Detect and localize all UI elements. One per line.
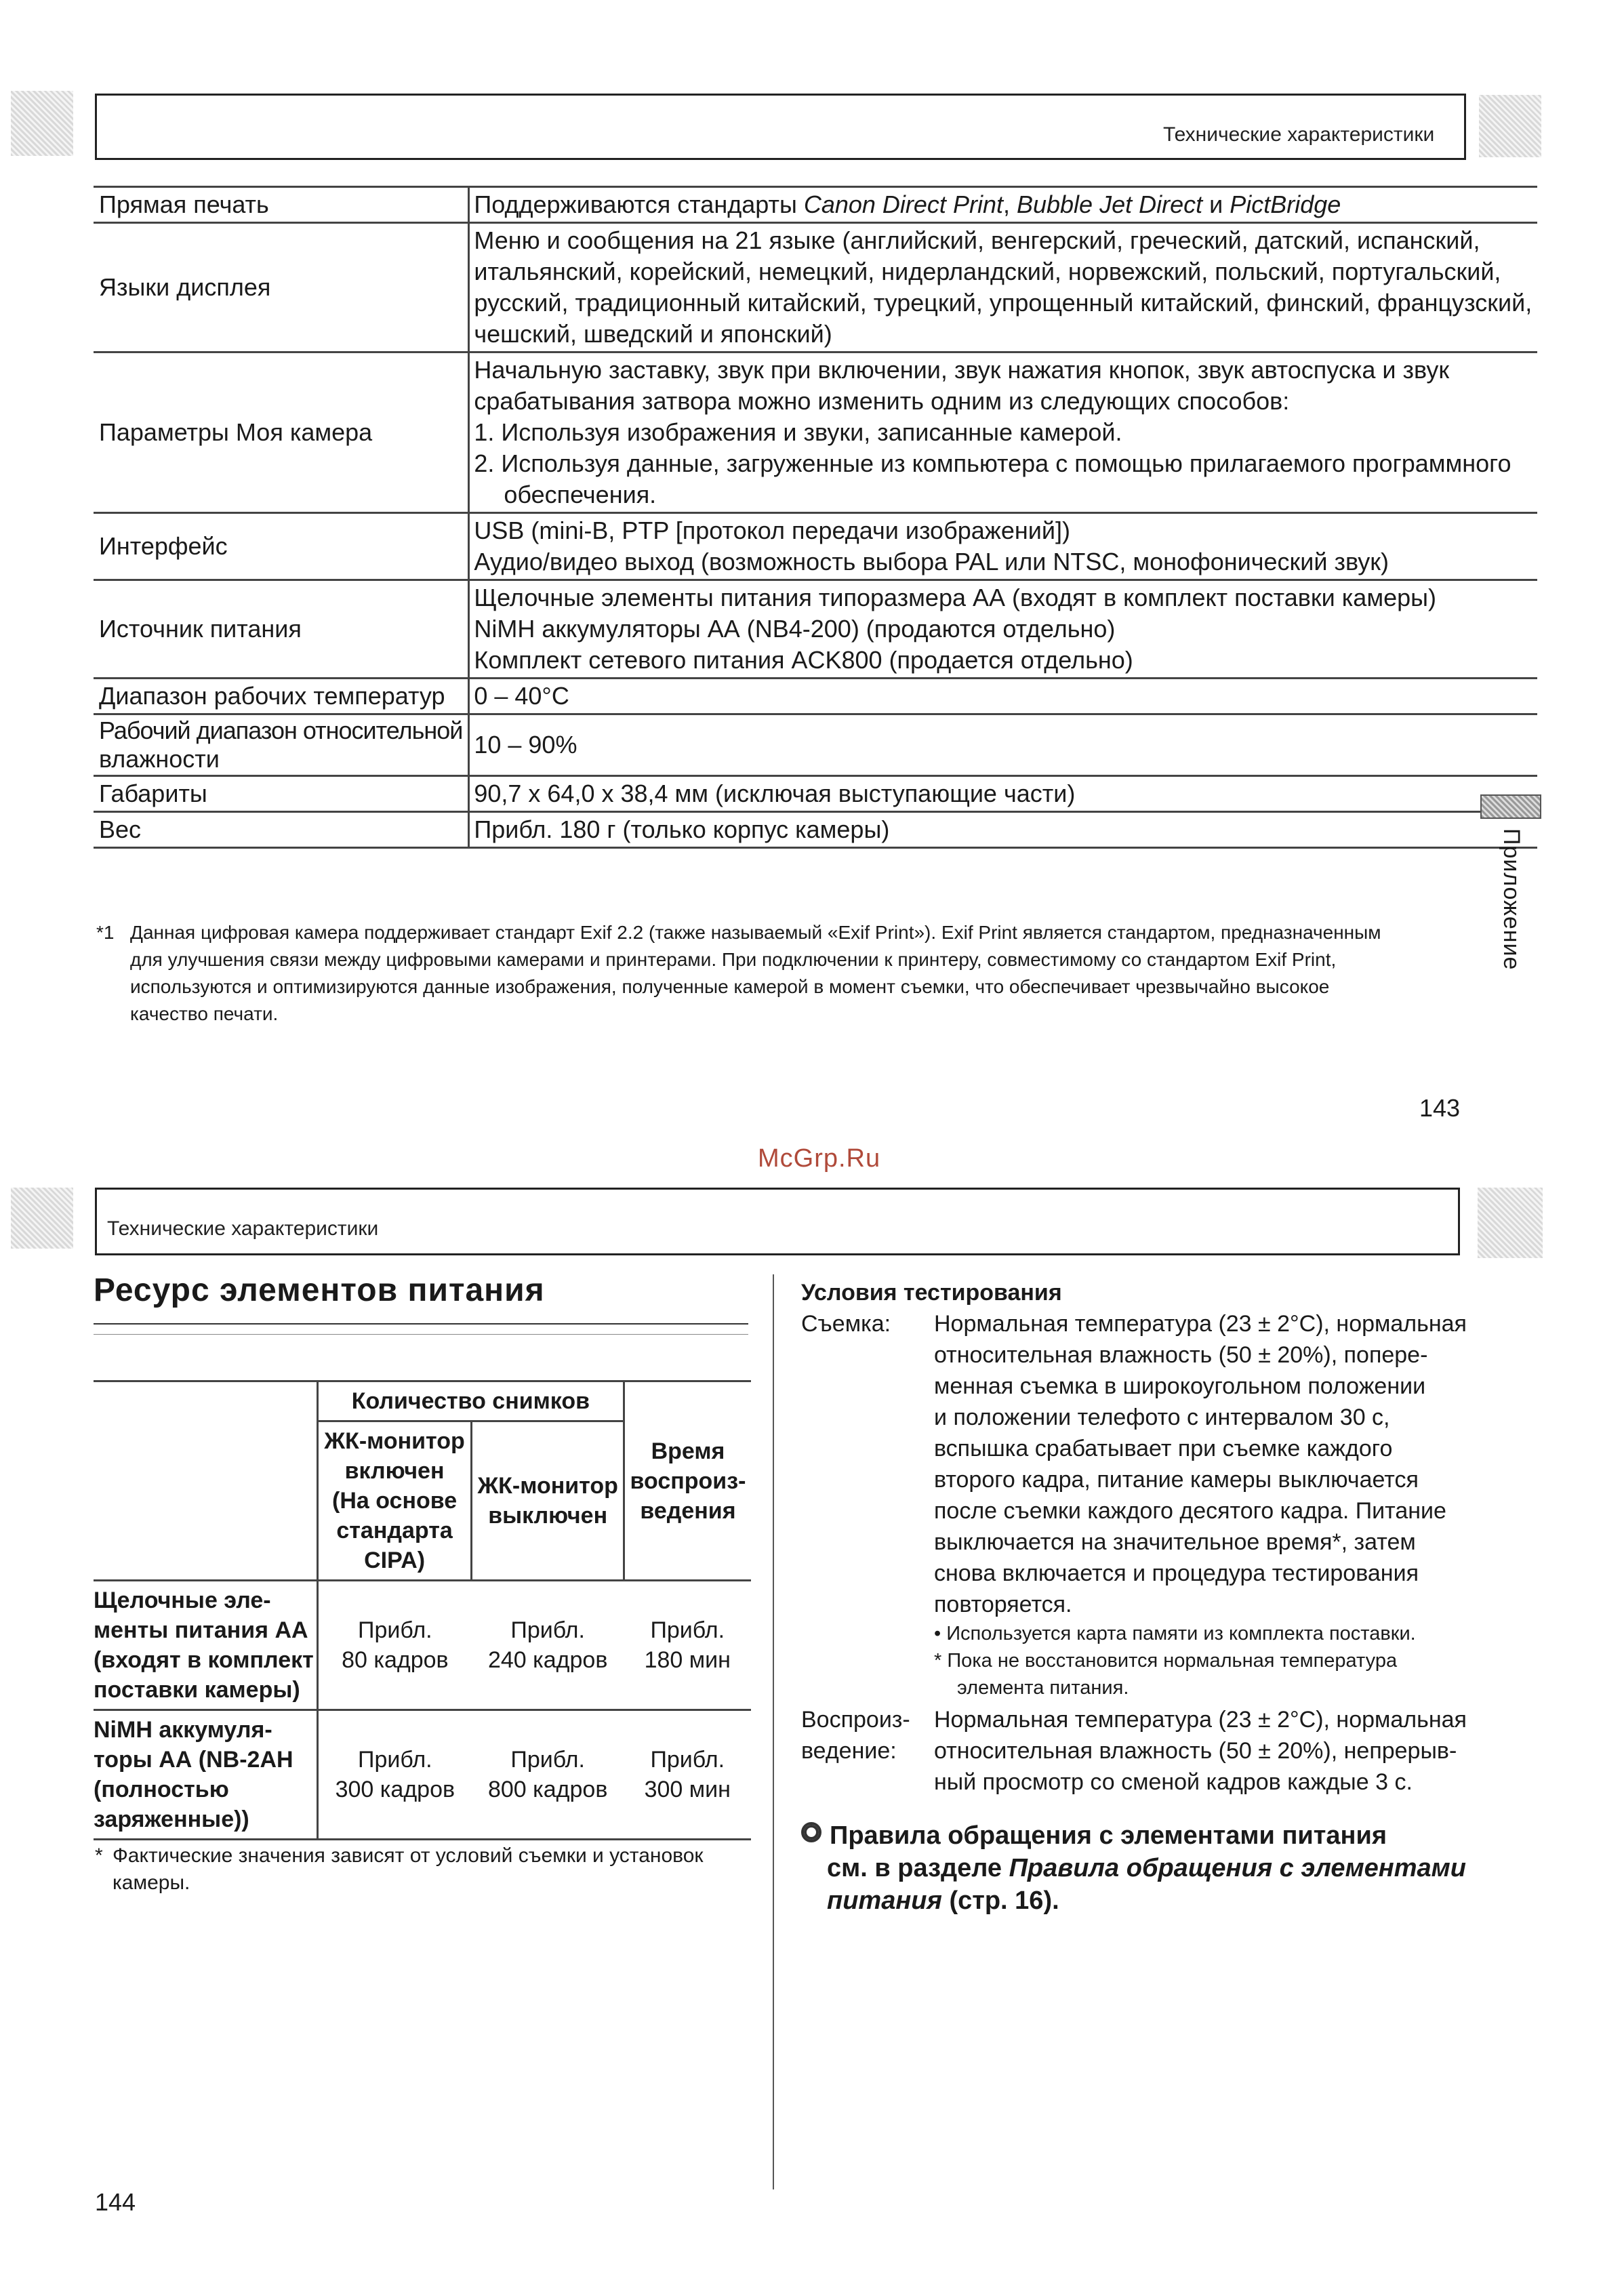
shooting-conditions xyxy=(801,1308,1472,1701)
row-header-line: поставки камеры) xyxy=(94,1677,300,1703)
reference-link-text-cont[interactable]: питания xyxy=(827,1886,942,1915)
spec-value-bubblejet: Bubble Jet Direct xyxy=(1016,190,1203,218)
spec-list-item: 1. Используя изображения и звуки, записанные камерой. xyxy=(474,418,1122,446)
spec-line: итальянский, корейский, немецкий, нидерландский, норвежский, польский, португальский, xyxy=(474,258,1501,285)
spec-footnote xyxy=(96,919,1459,1028)
spec-line: NiMH аккумуляторы АА (NB4-200) (продаются отдельно) xyxy=(474,615,1116,643)
col-playback-time xyxy=(624,1381,751,1581)
section-title: Ресурс элементов питания xyxy=(94,1272,545,1308)
test-conditions-title: Условия тестирования xyxy=(801,1280,1062,1306)
shooting-text xyxy=(934,1308,1472,1701)
spec-row-dimensions xyxy=(94,776,1537,812)
playback-line: Нормальная температура (23 ± 2°C), нормальная xyxy=(934,1707,1467,1733)
shooting-line: относительная влажность (50 ± 20%), попере- xyxy=(934,1342,1428,1368)
shooting-line: Нормальная температура (23 ± 2°C), нормальная xyxy=(934,1311,1467,1337)
footnote-line: используются и оптимизируются данные изображения, полученные камерой в момент съемки, что обеспечивает чрезвычайно высокое xyxy=(130,976,1330,997)
cell-line: 240 кадров xyxy=(487,1647,608,1673)
note-line: камеры. xyxy=(113,1872,190,1894)
header-line: CIPA) xyxy=(364,1548,426,1573)
spec-value: 10 – 90% xyxy=(469,714,1537,776)
spec-line: Аудио/видео выход (возможность выбора PAL или NTSC, монофонический звук) xyxy=(474,548,1389,575)
shooting-line: второго кадра, питание камеры выключается xyxy=(934,1467,1419,1493)
header-line: включен xyxy=(344,1458,445,1484)
spec-value xyxy=(469,187,1537,223)
reference-line-2 xyxy=(801,1852,1466,1884)
cell-lcd-on xyxy=(317,1581,472,1710)
shooting-line: вспышка срабатывает при съемке каждого xyxy=(934,1436,1393,1461)
spec-line: срабатывания затвора можно изменить одним из следующих способов: xyxy=(474,387,1290,415)
bullet-circle-icon xyxy=(801,1822,821,1842)
cell-lcd-on xyxy=(317,1710,472,1840)
page-number-144: 144 xyxy=(95,2188,136,2216)
scan-hatch-top-right xyxy=(1479,95,1541,157)
appendix-tab-label: Приложение xyxy=(1499,828,1524,971)
spec-value: 0 – 40°C xyxy=(469,679,1537,714)
spec-key-line: влажности xyxy=(99,745,220,773)
spec-row-interface xyxy=(94,513,1537,580)
cell-lcd-off xyxy=(472,1710,624,1840)
spec-value-and: и xyxy=(1202,190,1230,218)
spec-row-languages xyxy=(94,223,1537,352)
shooting-asterisk-note-cont: элемента питания. xyxy=(957,1677,1129,1699)
note-mark: * xyxy=(95,1844,103,1867)
cell-line: 800 кадров xyxy=(487,1777,608,1802)
page-number-143: 143 xyxy=(1419,1094,1461,1122)
reference-link-text[interactable]: Правила обращения с элементами xyxy=(1009,1854,1467,1882)
reference-page: (стр. 16). xyxy=(941,1886,1059,1915)
row-header-line: заряженные)) xyxy=(94,1806,249,1832)
note-line: Фактические значения зависят от условий съемки и установок xyxy=(113,1844,704,1867)
spec-key: Диапазон рабочих температур xyxy=(94,679,469,714)
spec-value-pictbridge: PictBridge xyxy=(1230,190,1341,218)
reference-text: Правила обращения с элементами питания xyxy=(830,1821,1387,1850)
header-line: стандарта xyxy=(336,1518,453,1543)
cell-line: 80 кадров xyxy=(342,1647,449,1673)
spec-line: Щелочные элементы питания типоразмера АА (входят в комплект поставки камеры) xyxy=(474,584,1436,611)
cell-line: Прибл. xyxy=(358,1747,432,1773)
header-line: ведения xyxy=(640,1497,736,1524)
playback-line: ный просмотр со сменой кадров каждые 3 с. xyxy=(934,1769,1413,1795)
shooting-line: после съемки каждого десятого кадра. Питание xyxy=(934,1498,1446,1524)
watermark: McGrp.Ru xyxy=(758,1144,881,1173)
battery-table-note xyxy=(95,1842,746,1897)
row-header xyxy=(94,1581,317,1710)
spec-key-line: Рабочий диапазон относительной xyxy=(99,716,463,744)
battery-table-header-row xyxy=(94,1381,751,1421)
spec-line: чешский, шведский и японский) xyxy=(474,320,832,348)
spec-value: 90,7 x 64,0 x 38,4 мм (исключая выступающие части) xyxy=(469,776,1537,812)
spec-key: Языки дисплея xyxy=(94,223,469,352)
test-conditions xyxy=(801,1277,1472,1798)
shooting-line: снова включается и процедура тестирования xyxy=(934,1560,1419,1586)
spec-row-my-camera xyxy=(94,352,1537,513)
spec-value xyxy=(469,513,1537,580)
header-line: выключен xyxy=(488,1503,608,1529)
shooting-line: и положении телефото с интервалом 30 с, xyxy=(934,1405,1390,1430)
battery-table-corner xyxy=(94,1381,317,1581)
playback-label-line: Воспроиз- xyxy=(801,1707,910,1733)
header-line: воспроиз- xyxy=(630,1468,746,1494)
playback-line: относительная влажность (50 ± 20%), непрерыв- xyxy=(934,1738,1457,1764)
cell-line: 300 кадров xyxy=(335,1777,455,1802)
cell-playback xyxy=(624,1710,751,1840)
spec-row-humidity xyxy=(94,714,1537,776)
spec-value xyxy=(469,223,1537,352)
header-line: ЖК-монитор xyxy=(477,1473,618,1499)
header-line: Время xyxy=(651,1438,725,1464)
spec-value-comma: , xyxy=(1002,190,1017,218)
spec-table xyxy=(94,186,1537,849)
spec-key: Прямая печать xyxy=(94,187,469,223)
spec-row-weight xyxy=(94,812,1537,848)
shooting-asterisk-note: * Пока не восстановится нормальная температура xyxy=(934,1650,1398,1672)
page144-header-title: Технические характеристики xyxy=(107,1217,379,1240)
shooting-bullet: • Используется карта памяти из комплекта поставки. xyxy=(934,1623,1416,1644)
cell-line: Прибл. xyxy=(510,1747,585,1773)
col-lcd-on xyxy=(317,1421,472,1581)
cell-line: Прибл. xyxy=(650,1747,725,1773)
row-header-line: (входят в комплект xyxy=(94,1647,314,1673)
shooting-line: менная съемка в широкоугольном положении xyxy=(934,1373,1426,1399)
cell-line: 300 мин xyxy=(644,1777,731,1802)
header-line: (На основе xyxy=(332,1488,458,1514)
spec-key: Интерфейс xyxy=(94,513,469,580)
row-header-line: торы АА (NB-2AH xyxy=(94,1747,293,1773)
row-header-line: Щелочные эле- xyxy=(94,1588,271,1613)
spec-line: Меню и сообщения на 21 языке (английский, венгерский, греческий, датский, испанский, xyxy=(474,226,1480,254)
cell-lcd-off xyxy=(472,1581,624,1710)
section-title-rule-thin xyxy=(94,1334,748,1335)
row-header xyxy=(94,1710,317,1840)
appendix-tab-marker xyxy=(1480,794,1541,819)
cell-line: Прибл. xyxy=(358,1617,432,1643)
spec-line: Комплект сетевого питания ACK800 (продается отдельно) xyxy=(474,646,1133,674)
spec-line: Начальную заставку, звук при включении, звук нажатия кнопок, звук автоспуска и звук xyxy=(474,356,1450,384)
spec-value-prefix: Поддерживаются стандарты xyxy=(474,190,804,218)
reference-line-3 xyxy=(801,1884,1466,1917)
row-header-line: менты питания АА xyxy=(94,1617,308,1643)
shooting-line: повторяется. xyxy=(934,1592,1072,1617)
cell-line: 180 мин xyxy=(644,1647,731,1673)
spec-line: USB (mini-B, PTP [протокол передачи изображений]) xyxy=(474,517,1070,544)
playback-label xyxy=(801,1704,930,1766)
spec-row-power xyxy=(94,580,1537,679)
row-header-line: (полностью xyxy=(94,1777,229,1802)
footnote-line: Данная цифровая камера поддерживает стандарт Exif 2.2 (также называемый «Exif Print»). Exif Print является стандартом, предназначенным xyxy=(130,922,1381,943)
header-line: ЖК-монитор xyxy=(324,1428,465,1454)
battery-row-nimh xyxy=(94,1710,751,1840)
spec-value xyxy=(469,580,1537,679)
spec-key xyxy=(94,714,469,776)
playback-label-line: ведение: xyxy=(801,1738,897,1764)
spec-value xyxy=(469,352,1537,513)
footnote-line: качество печати. xyxy=(130,1003,279,1024)
spec-row-direct-print xyxy=(94,187,1537,223)
shooting-line: выключается на значительное время*, затем xyxy=(934,1529,1416,1555)
spec-key: Источник питания xyxy=(94,580,469,679)
group-header: Количество снимков xyxy=(317,1381,624,1421)
scan-hatch-mid-right xyxy=(1478,1188,1543,1258)
spec-list-item: 2. Используя данные, загруженные из компьютера с помощью прилагаемого программного xyxy=(474,449,1511,477)
playback-conditions xyxy=(801,1704,1472,1798)
scan-hatch-mid-left xyxy=(11,1188,73,1249)
reference-prefix: см. в разделе xyxy=(827,1854,1009,1882)
playback-text xyxy=(934,1704,1472,1798)
page143-header-title: Технические характеристики xyxy=(1163,123,1435,146)
column-divider xyxy=(773,1274,774,2189)
scan-hatch-top-left xyxy=(11,91,73,156)
cell-playback xyxy=(624,1581,751,1710)
spec-key: Вес xyxy=(94,812,469,848)
spec-list-item-cont: обеспечения. xyxy=(504,481,657,508)
spec-value-canon: Canon Direct Print xyxy=(803,190,1003,218)
spec-row-temperature xyxy=(94,679,1537,714)
spec-key: Параметры Моя камера xyxy=(94,352,469,513)
cell-line: Прибл. xyxy=(510,1617,585,1643)
page143-header-tab xyxy=(1457,94,1466,160)
battery-handling-reference xyxy=(801,1819,1466,1917)
battery-table xyxy=(94,1380,751,1840)
spec-value: Прибл. 180 г (только корпус камеры) xyxy=(469,812,1537,848)
spec-line: русский, традиционный китайский, турецкий, упрощенный китайский, финский, французский, xyxy=(474,289,1532,317)
footnote-line: для улучшения связи между цифровыми камерами и принтерами. При подключении к принтеру, совместимому со стандартом Exif Print, xyxy=(130,949,1337,970)
spec-key: Габариты xyxy=(94,776,469,812)
row-header-line: NiMH аккумуля- xyxy=(94,1717,272,1743)
shooting-label: Съемка: xyxy=(801,1311,891,1337)
battery-row-alkaline xyxy=(94,1581,751,1710)
cell-line: Прибл. xyxy=(650,1617,725,1643)
section-title-rule xyxy=(94,1323,748,1325)
reference-line-1 xyxy=(801,1819,1466,1852)
col-lcd-off xyxy=(472,1421,624,1581)
footnote-mark: *1 xyxy=(96,922,115,943)
